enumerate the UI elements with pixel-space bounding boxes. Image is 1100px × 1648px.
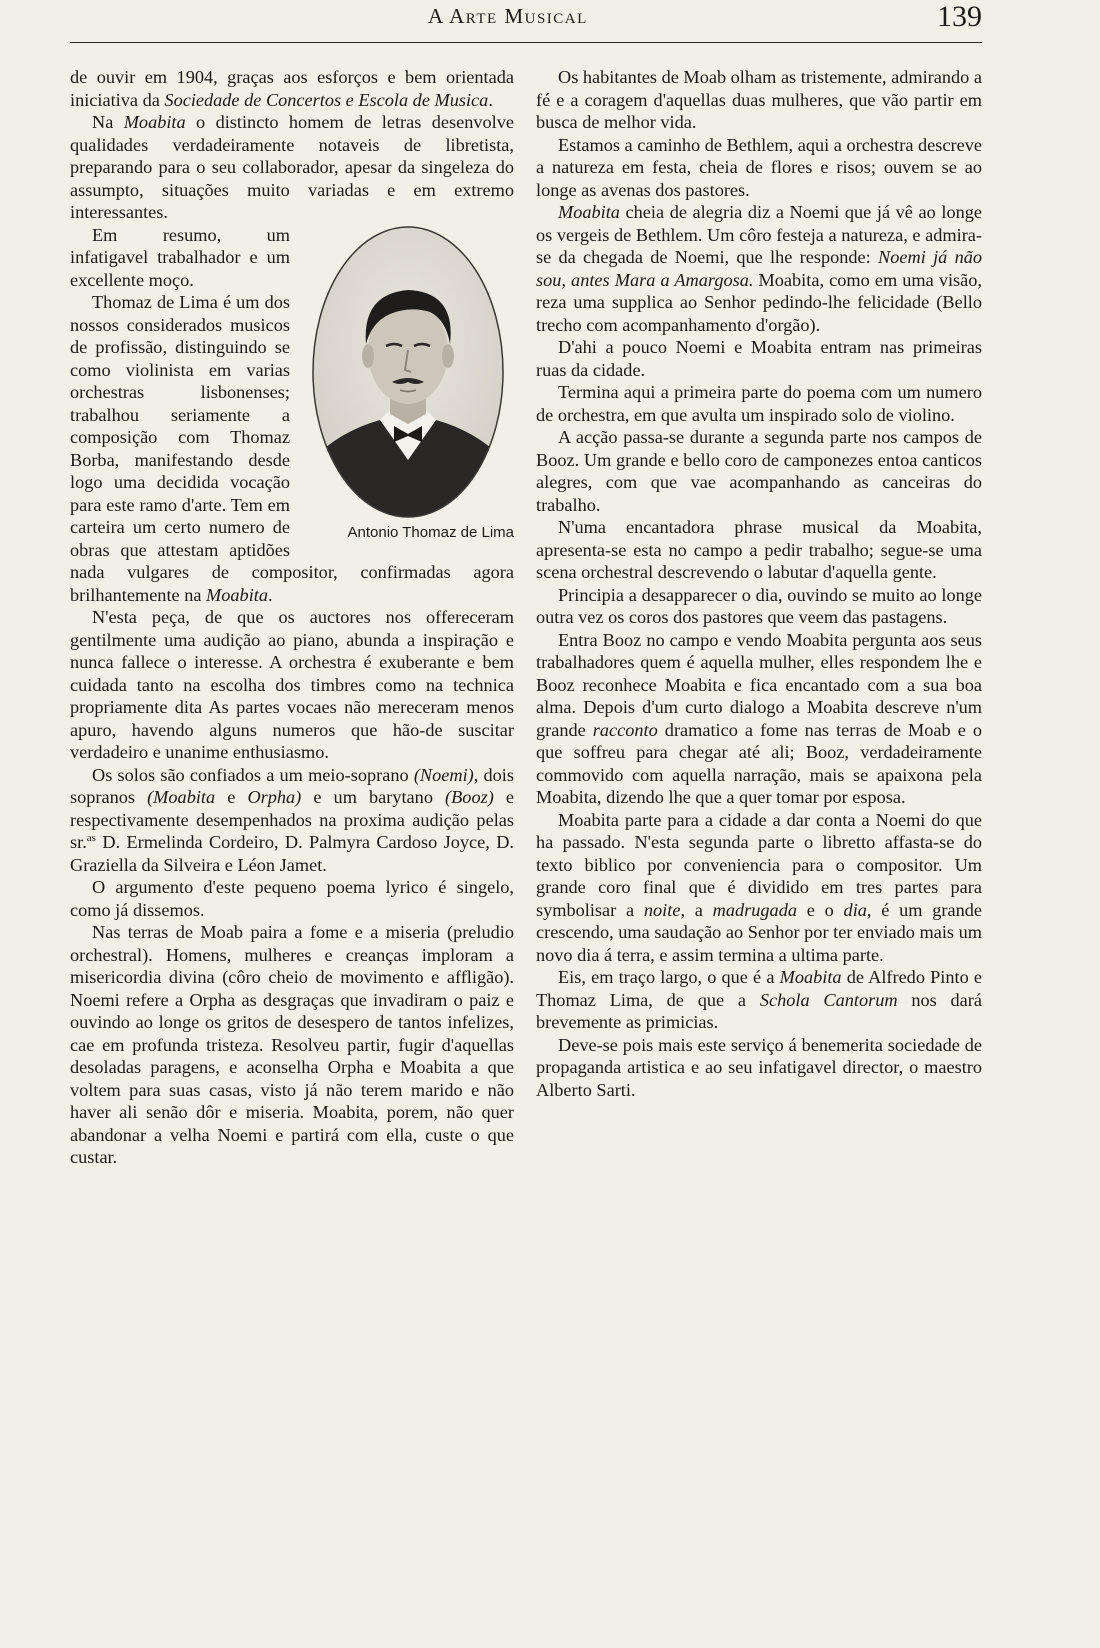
paragraph: Moabita parte para a cidade a dar conta a Noemi do que ha passado. N'esta segunda parte o libretto affasta-se do texto biblico por conveniencia para o compositor. Um grande coro final que é dividido em tres partes para symbolisar a noite, a madrugada e o dia, é um grande crescendo, uma saudação ao Senhor por ter enviado mais um novo dia á terra, e assim termina a ultima parte. (536, 809, 983, 965)
paragraph: de ouvir em 1904, graças aos esforços e bem orientada iniciativa da Sociedade de Concertos e Escola de Musica. (70, 67, 514, 110)
paragraph: O argumento d'este pequeno poema lyrico é singelo, como já dissemos. (70, 877, 514, 920)
paragraph: Entra Booz no campo e vendo Moabita pergunta aos seus trabalhadores quem é aquella mulher, elles respondem lhe e Booz reconhece Moabita e fica encantado com a sua boa alma. Depois d'um curto dialogo a Moabita descreve n'um grande racconto dramatico a fome nas terras de Moab e o que soffreu para chegar até ali; Booz, verdadeiramente commovido com aquella narração, mais se apaixona pela Moabita, dizendo lhe que a quer tomar por esposa. (536, 629, 982, 807)
paragraph: Estamos a caminho de Bethlem, aqui a orchestra descreve a natureza em festa, cheia de flores e risos; ouvem se ao longe as avenas dos pastores. (536, 134, 982, 200)
paragraph: N'esta peça, de que os auctores nos offereceram gentilmente uma audição ao piano, abunda a inspiração e nunca fallece o interesse. A orchestra é exuberante e bem cuidada tanto na escolha dos timbres como na technica propriamente dita As partes vocaes não mereceram menos apuro, havendo alguns numeros que hão-de suscitar verdadeiro e unanime enthusiasmo. (70, 607, 514, 762)
paragraph: N'uma encantadora phrase musical da Moabita, apresenta-se esta no campo a pedir trabalho; segue-se uma scena orchestral descrevendo o labutar d'aquella gente. (536, 517, 982, 582)
paragraph: Na Moabita o distincto homem de letras desenvolve qualidades verdadeiramente notaveis de libretista, preparando para o seu collaborador, apesar da singeleza do assumpto, situações muito variadas e em extremo interessantes. (70, 112, 514, 222)
header-rule (70, 42, 982, 43)
paragraph: Termina aqui a primeira parte do poema com um numero de orchestra, em que avulta um inspirado solo de violino. (536, 382, 982, 425)
paragraph: Eis, em traço largo, o que é a Moabita de Alfredo Pinto e Thomaz Lima, de que a Schola Cantorum nos dará brevemente as primicias. (536, 967, 983, 1032)
paragraph: Os habitantes de Moab olham as tristemente, admirando a fé e a coragem d'aquellas duas mulheres, que vão partir em busca de melhor vida. (536, 67, 982, 132)
right-column (536, 66, 982, 1101)
portrait-figure (298, 224, 514, 556)
portrait-image (310, 224, 506, 520)
portrait-caption: Antonio Thomaz de Lima (347, 523, 514, 541)
left-column (70, 66, 514, 1169)
paragraph: D'ahi a pouco Noemi e Moabita entram nas primeiras ruas da cidade. (536, 337, 982, 380)
page-header (70, 0, 982, 44)
paragraph: Em resumo, um infatigavel trabalhador e um excellente moço. (70, 224, 290, 290)
paragraph: A acção passa-se durante a segunda parte nos campos de Booz. Um grande e bello coro de camponezes entoa canticos alegres, com que vae acompanhando as canceiras do trabalho. (536, 427, 982, 515)
page-number: 139 (937, 0, 982, 33)
paragraph: Nas terras de Moab paira a fome e a miseria (preludio orchestral). Homens, mulheres e creanças imploram a misericordia divina (côro cheio de movimento e affligão). Noemi refere a Orpha as desgraças que invadiram o paiz e ouvindo ao longe os gritos de desespero de tantos infelizes, cae em profunda tristeza. Resolveu partir, fugir d'aquellas desoladas paragens, e aconselha Orpha e Moabita a que voltem para suas casas, visto já não terem marido e não haver ali senão dôr e miseria. Moabita, porem, não quer abandonar a velha Noemi e partirá com ella, custe o que custar. (70, 922, 514, 1167)
paragraph: Moabita cheia de alegria diz a Noemi que já vê ao longe os vergeis de Bethlem. Um côro festeja a natureza, e admira-se da chegada de Noemi, que lhe responde: Noemi já não sou, antes Mara a Amargosa. Moabita, como em uma visão, reza uma supplica ao Senhor pedindo-lhe felicidade (Bello trecho com acompanhamento d'orgão). (536, 202, 982, 335)
paragraph: Os solos são confiados a um meio-soprano (Noemi), dois sopranos (Moabita e Orpha) e um barytano (Booz) e respectivamente desempenhados na proxima audição pelas sr.$^{as}$ D. Ermelinda Cordeiro, D. Palmyra Cardoso Joyce, D. Graziella da Silveira e Léon Jamet. (70, 764, 514, 875)
paragraph: Principia a desapparecer o dia, ouvindo se muito ao longe outra vez os coros dos pastores que veem das pastagens. (536, 584, 982, 627)
paragraph: Deve-se pois mais este serviço á benemerita sociedade de propaganda artistica e ao seu infatigavel director, o maestro Alberto Sarti. (536, 1034, 982, 1100)
paragraph: Thomaz de Lima é um dos nossos considerados musicos de profissão, distinguindo se como violinista em varias orchestras lisbonenses; trabalhou seriamente a composição com Thomaz Borba, manifestando desde logo uma decidida vocação para este ramo d'arte. Tem em carteira um certo numero de obras que attestam aptidões nada vulgares de compositor, confirmadas agora brilhantemente na Moabita. (70, 292, 514, 605)
running-title: A Arte Musical (428, 4, 588, 28)
